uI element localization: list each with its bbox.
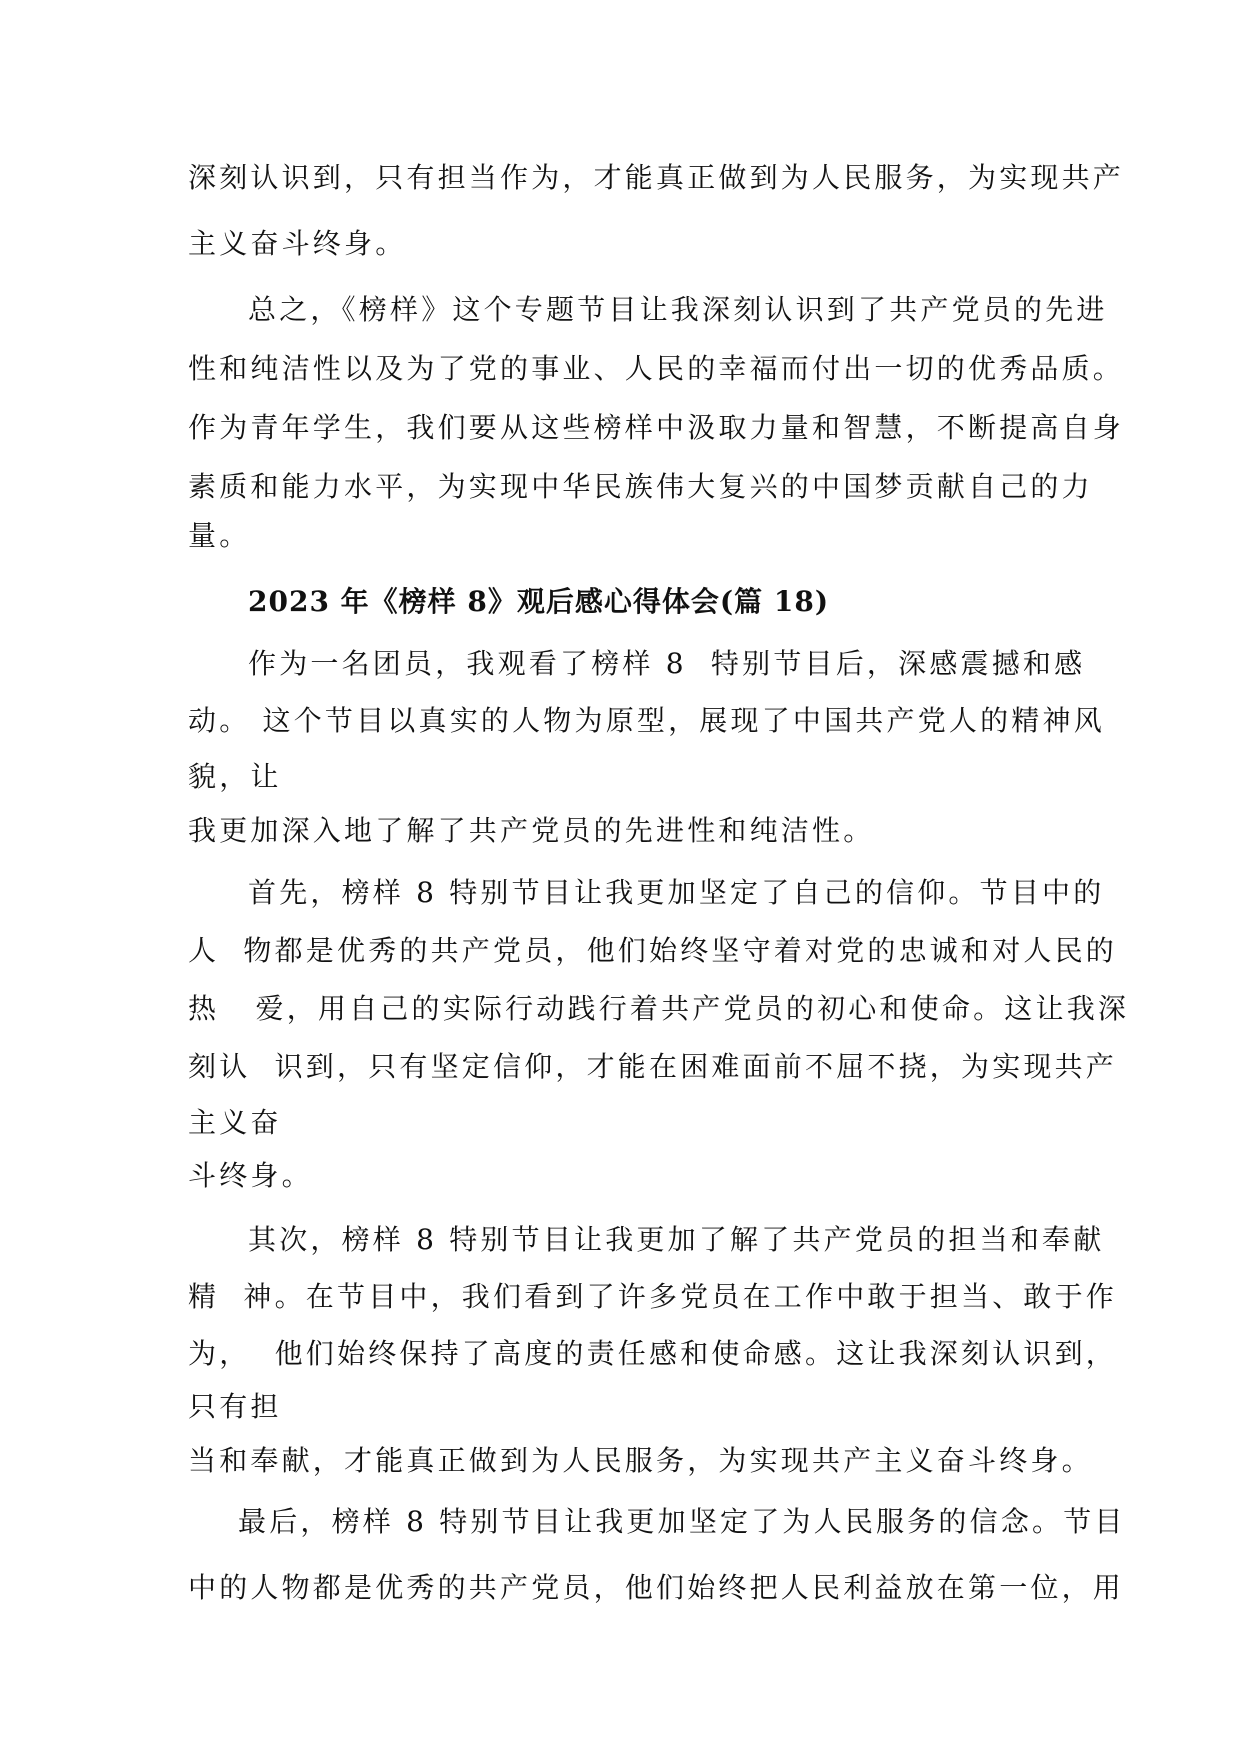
text-line: 深刻认识到，只有担当作为，才能真正做到为人民服务，为实现共产 (188, 161, 1125, 194)
text-line: 刻认 识到，只有坚定信仰，才能在困难面前不屈不挠，为实现共产 (188, 1050, 1118, 1083)
text-line: 量。 (188, 519, 251, 552)
text-line: 作为一名团员，我观看了榜样 8 特别节目后，深感震撼和感 (248, 647, 1086, 680)
text-line: 中的人物都是优秀的共产党员，他们始终把人民利益放在第一位，用 (188, 1571, 1125, 1604)
text-line: 为， 他们始终保持了高度的责任感和使命感。这让我深刻认识到， (188, 1337, 1118, 1370)
text-line: 作为青年学生，我们要从这些榜样中汲取力量和智慧，不断提高自身 (188, 411, 1125, 444)
text-line: 当和奉献，才能真正做到为人民服务，为实现共产主义奋斗终身。 (188, 1444, 1093, 1477)
text-line: 我更加深入地了解了共产党员的先进性和纯洁性。 (188, 814, 875, 847)
text-line: 其次，榜样 8 特别节目让我更加了解了共产党员的担当和奉献 (248, 1223, 1105, 1256)
text-line: 主义奋 (188, 1106, 282, 1139)
text-line: 总之，《榜样》这个专题节目让我深刻认识到了共产党员的先进 (248, 293, 1108, 326)
text-line: 斗终身。 (188, 1159, 313, 1192)
text-line: 素质和能力水平，为实现中华民族伟大复兴的中国梦贡献自己的力 (188, 470, 1093, 503)
text-line: 性和纯洁性以及为了党的事业、人民的幸福而付出一切的优秀品质。 (188, 352, 1125, 385)
text-line: 热 爱，用自己的实际行动践行着共产党员的初心和使命。这让我深 (188, 992, 1130, 1025)
text-line: 首先，榜样 8 特别节目让我更加坚定了自己的信仰。节目中的 (248, 876, 1105, 909)
text-line: 主义奋斗终身。 (188, 227, 407, 260)
section-heading: 2023 年《榜样 8》观后感心得体会(篇 18) (248, 585, 830, 618)
text-line: 貌，让 (188, 760, 282, 793)
text-line: 最后，榜样 8 特别节目让我更加坚定了为人民服务的信念。节目 (238, 1505, 1126, 1538)
text-line: 动。 这个节目以真实的人物为原型，展现了中国共产党人的精神风 (188, 704, 1105, 737)
text-line: 人 物都是优秀的共产党员，他们始终坚守着对党的忠诚和对人民的 (188, 934, 1118, 967)
text-line: 精 神。在节目中，我们看到了许多党员在工作中敢于担当、敢于作 (188, 1280, 1118, 1313)
text-line: 只有担 (188, 1390, 282, 1423)
